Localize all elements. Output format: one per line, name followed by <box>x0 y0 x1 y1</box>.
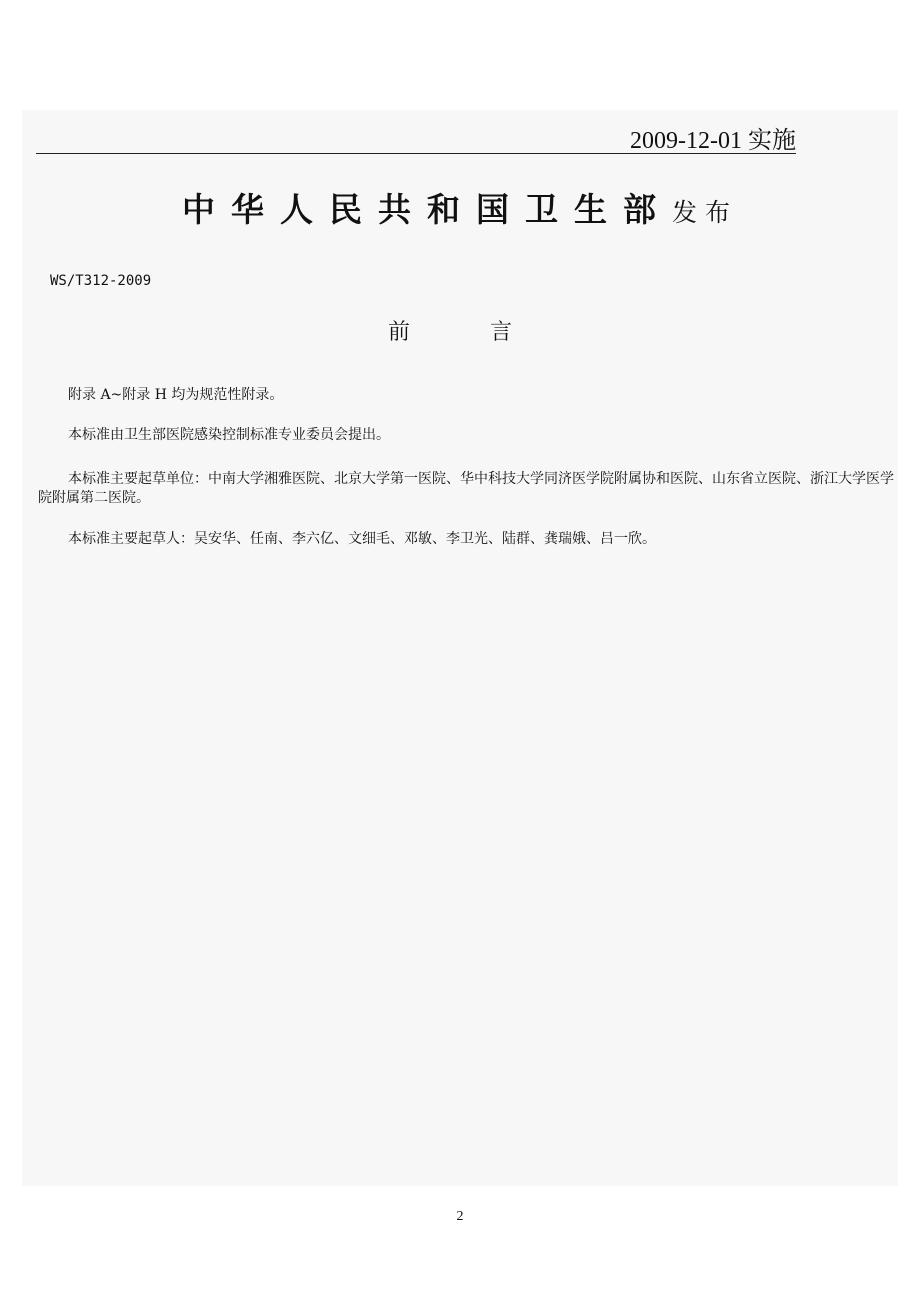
preface-title: 前言 <box>387 320 592 345</box>
standard-code: WS/T312-2009 <box>50 273 152 289</box>
preface-paragraph: 本标准主要起草单位：中南大学湘雅医院、北京大学第一医院、华中科技大学同济医学院附属协和医院、山东省立医院、浙江大学医学院附属第二医院。 <box>38 471 894 506</box>
publisher-suffix: 发布 <box>671 198 738 227</box>
page-number: 2 <box>456 1209 464 1224</box>
preface-paragraph: 本标准主要起草人：吴安华、任南、李六亿、文细毛、邓敏、李卫光、陆群、龚瑞娥、吕一欣。 <box>68 531 656 547</box>
publisher-name: 中华人民共和国卫生部 <box>181 190 672 229</box>
publisher-line <box>0 184 920 231</box>
header-rule <box>36 153 796 154</box>
document-page <box>22 110 898 1186</box>
preface-paragraph: 本标准由卫生部医院感染控制标准专业委员会提出。 <box>68 427 390 443</box>
implementation-date: 2009-12-01 实施 <box>630 128 796 154</box>
preface-paragraph: 附录 A~附录 H 均为规范性附录。 <box>68 387 284 403</box>
